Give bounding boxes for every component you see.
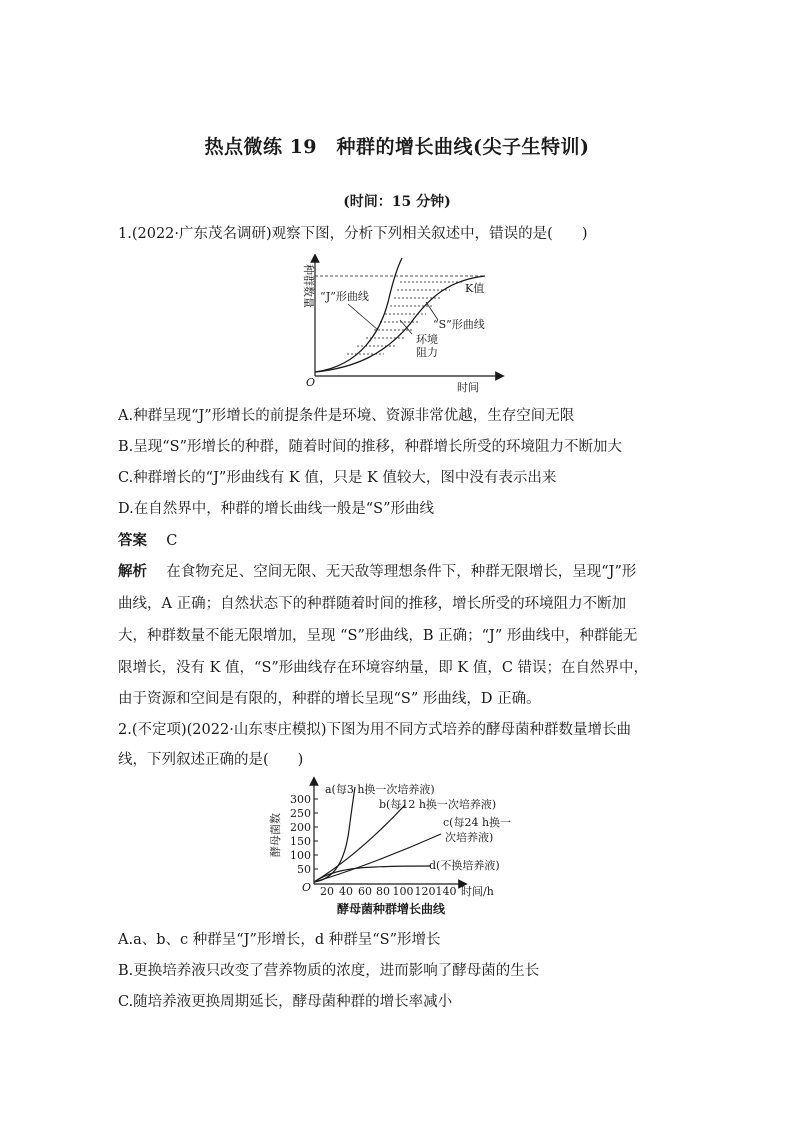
q2-curve-d (314, 866, 431, 882)
q1-y-label: 种群数量 (302, 264, 315, 308)
explain-text-1: 在食物充足、空间无限、无天敌等理想条件下，种群无限增长，呈现“J”形 (166, 564, 637, 580)
q1-explain-line-1 (118, 562, 636, 582)
q1-option-d: D.在自然界中，种群的增长曲线一般是“S”形曲线 (118, 501, 434, 517)
q2-curve-c (314, 834, 441, 882)
q1-j-curve (315, 258, 402, 372)
q2-xtick-40: 40 (339, 885, 353, 898)
q1-explain-line-3: 大，种群数量不能无限增加，呈现 “S”形曲线，B 正确；“J” 形曲线中，种群能无 (118, 628, 638, 644)
q2-stem-1: 2.(不定项)(2022·山东枣庄模拟)下图为用不同方式培养的酵母菌种群数量增长曲 (118, 722, 631, 738)
q2-label-b: b(每12 h换一次培养液) (379, 798, 497, 811)
q2-caption: 酵母菌种群增长曲线 (336, 902, 446, 916)
explain-label: 解析 (118, 563, 147, 580)
q2-stem-2: 线，下列叙述正确的是( ) (118, 752, 304, 768)
q1-figure (290, 254, 515, 396)
q1-answer (118, 531, 177, 551)
time-limit: (时间：15 分钟) (343, 194, 451, 210)
q1-k-label: K值 (465, 282, 485, 295)
q2-option-b: B.更换培养液只改变了营养物质的浓度，进而影响了酵母菌的生长 (118, 963, 540, 979)
q1-option-c: C.种群增长的“J”形曲线有 K 值，只是 K 值较大，图中没有表示出来 (118, 470, 557, 486)
q1-s-label: “S”形曲线 (433, 318, 485, 331)
q1-explain-line-5: 由于资源和空间是有限的，种群的增长呈现“S” 形曲线，D 正确。 (118, 691, 541, 707)
q2-ytick-150: 150 (290, 835, 311, 848)
q2-xtick-140: 140 (435, 885, 457, 898)
q1-j-label: “J”形曲线 (320, 290, 369, 303)
q1-origin: O (306, 376, 316, 389)
q2-figure (265, 775, 545, 920)
q1-stem: 1.(2022·广东茂名调研)观察下图，分析下列相关叙述中，错误的是( ) (118, 226, 588, 242)
q2-label-c-1: c(每24 h换一 (443, 816, 512, 829)
q2-xtick-80: 80 (376, 885, 390, 898)
q2-ytick-300: 300 (290, 793, 311, 806)
q2-option-a: A.a、b、c 种群呈“J”形增长，d 种群呈“S”形增长 (118, 932, 441, 948)
q2-curve-b (314, 805, 405, 882)
q1-resist-label-2: 阻力 (416, 346, 438, 359)
q1-option-a: A.种群呈现“J”形增长的前提条件是环境、资源非常优越，生存空间无限 (118, 408, 575, 424)
answer-label: 答案 (118, 532, 147, 549)
page-title: 热点微练 19 种群的增长曲线(尖子生特训) (204, 136, 590, 158)
q2-label-d: d(不换培养液) (429, 859, 500, 872)
answer-value: C (166, 533, 178, 549)
q2-origin: O (302, 881, 312, 894)
q2-xtick-120: 120 (414, 885, 436, 898)
q2-ytick-200: 200 (290, 821, 311, 834)
q2-label-a: a(每3 h换一次培养液) (325, 783, 435, 796)
q1-explain-line-2: 曲线，A 正确；自然状态下的种群随着时间的推移，增长所受的环境阻力不断加 (118, 596, 627, 612)
q1-resist-label-1: 环境 (416, 333, 438, 346)
q1-j-pointer (348, 304, 378, 330)
q2-xtick-100: 100 (392, 885, 414, 898)
q2-ytick-250: 250 (290, 807, 311, 820)
q2-option-c: C.随培养液更换周期延长，酵母菌种群的增长率减小 (118, 994, 453, 1010)
q1-option-b: B.呈现“S”形增长的种群，随着时间的推移，种群增长所受的环境阻力不断加大 (118, 439, 623, 455)
q2-label-c-2: 次培养液) (445, 831, 494, 844)
q1-x-label: 时间 (457, 381, 479, 394)
q2-y-label: 酵母菌数 (269, 813, 282, 857)
q2-xtick-20: 20 (320, 885, 334, 898)
q2-ytick-50: 50 (297, 863, 311, 876)
q2-xtick-60: 60 (358, 885, 372, 898)
q2-x-label: 时间/h (461, 885, 494, 898)
q1-explain-line-4: 限增长，没有 K 值，“S”形曲线存在环境容纳量，即 K 值，C 错误；在自然界中， (118, 660, 649, 676)
q2-ytick-100: 100 (290, 849, 311, 862)
